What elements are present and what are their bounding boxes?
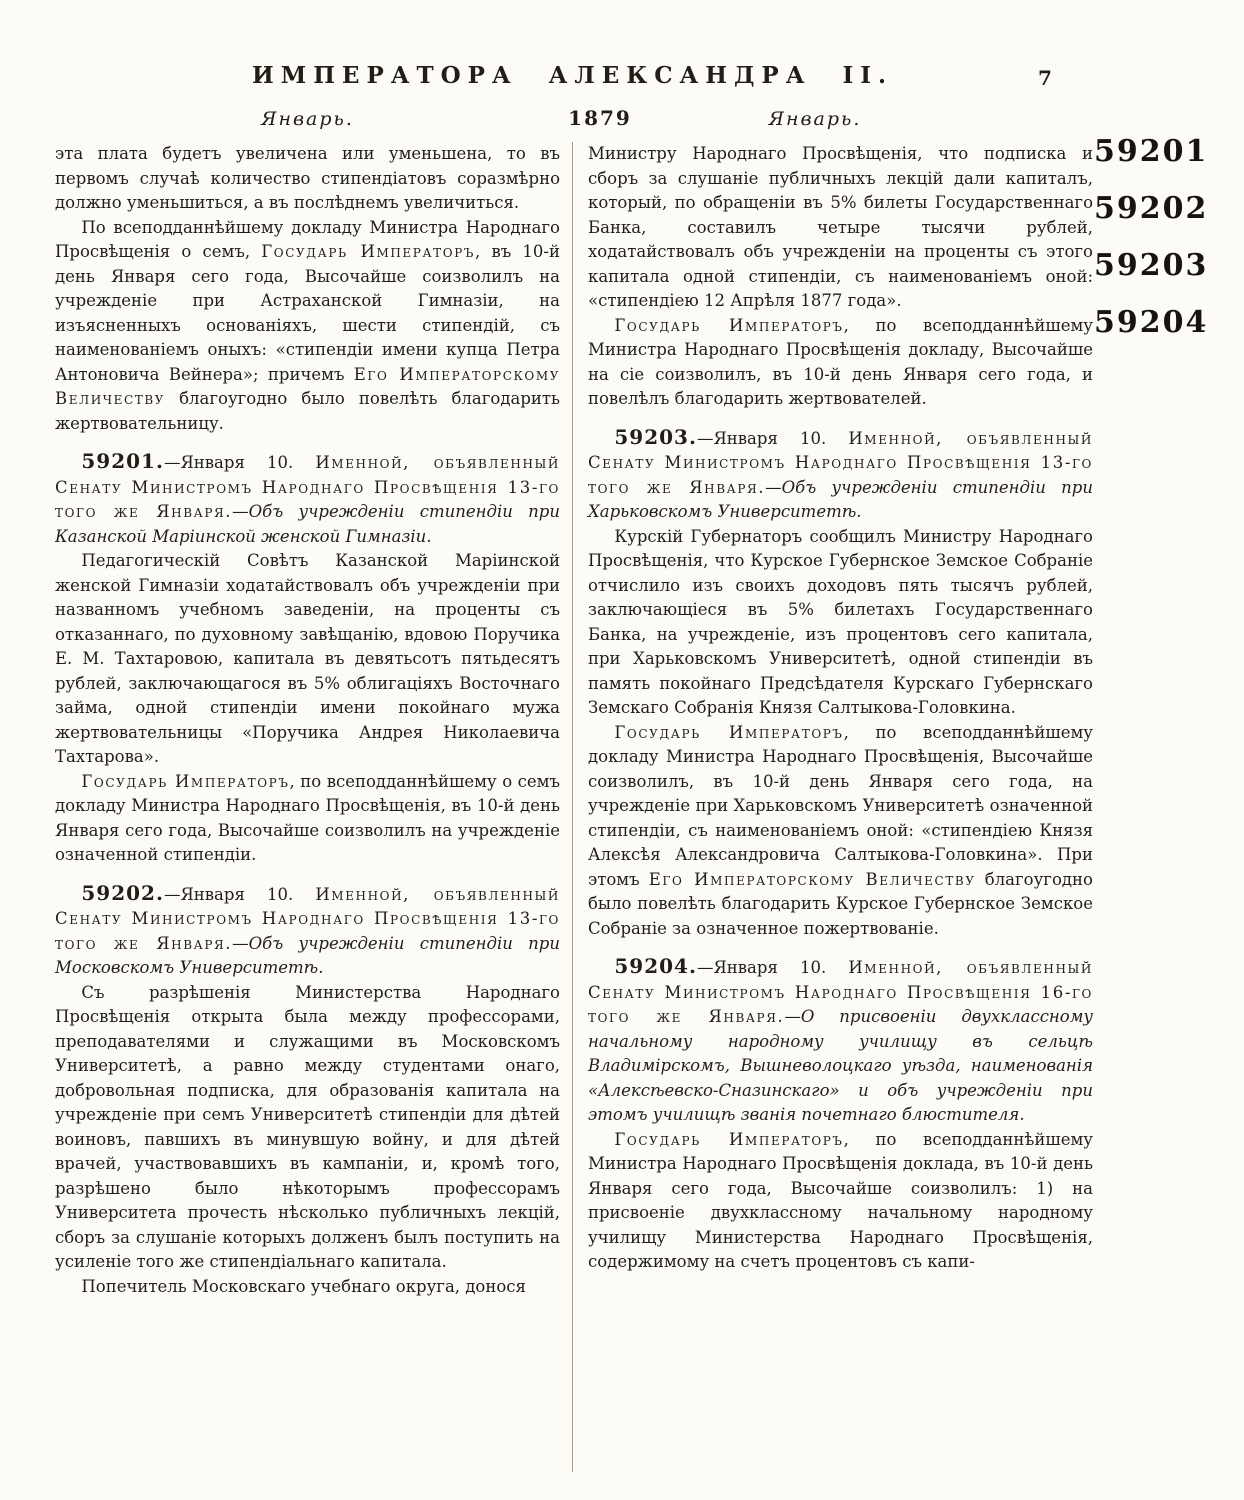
- text-run: Государь Императоръ: [81, 771, 290, 791]
- act-heading: [55, 449, 560, 549]
- text-run: —Января 10.: [696, 958, 849, 977]
- text-run: , въ 10-й день Января сего года, Высочайше соизволилъ на учрежденіе при Астраханской Гимназіи, на изъясненныхъ основаніяхъ, шести стипендій, съ наименованіемъ оныхъ: «стипендіи имени купца Петра Антоновича Вейнера»; причемъ: [55, 242, 560, 384]
- act-number: 59202.: [81, 880, 164, 905]
- paragraph: [588, 142, 1093, 314]
- paragraph: [588, 1128, 1093, 1275]
- text-run: Объ учрежденіи стипендіи при Казанской Маріинской женской Гимназіи.: [55, 502, 560, 546]
- column-divider: [572, 142, 573, 1472]
- margin-act-number: 59203: [1094, 248, 1209, 283]
- paragraph: [55, 1275, 560, 1300]
- act-number: 59201.: [81, 449, 164, 473]
- text-run: —: [784, 1007, 801, 1026]
- paragraph: [55, 216, 560, 437]
- text-run: По всеподданнѣйшему докладу Министра Народнаго Просвѣщенія о семъ,: [55, 217, 560, 261]
- paragraph: [55, 142, 560, 216]
- text-run: Объ учрежденіи стипендіи при Московскомъ Университетѣ.: [55, 933, 560, 977]
- text-run: Государь Императоръ: [614, 315, 844, 335]
- act-heading: [588, 425, 1093, 525]
- text-run: Его Императорскому Величеству: [55, 364, 560, 408]
- text-run: Именной, объявленный Сенату Министромъ Народнаго Просвѣщенія 13-го того же Января.: [55, 453, 560, 521]
- text-run: Именной, объявленный Сенату Министромъ Народнаго Просвѣщенія 13-го того же Января.: [55, 884, 560, 953]
- text-run: Объ учрежденіи стипендіи при Харьковскомъ Университетѣ.: [588, 477, 1093, 521]
- text-run: Его Императорскому Величеству: [648, 869, 976, 889]
- margin-act-number: 59202: [1094, 191, 1209, 226]
- running-head-month-left: Январь.: [261, 108, 354, 130]
- text-run: —Января 10.: [163, 884, 316, 904]
- text-run: , по всеподданнѣйшему Министра Народнаго Просвѣщенія доклада, въ 10-й день Января сего года, Высочайше соизволилъ: 1) на присвоеніе двухклассному начальному народному училищу Министерства Народнаго Просвѣщенія, содержимому на счетъ процентовъ съ капи-: [588, 1129, 1094, 1271]
- right-column: [588, 142, 1093, 1275]
- text-run: Именной, объявленный Сенату Министромъ Народнаго Просвѣщенія 16-го того же Января.: [588, 958, 1093, 1026]
- left-column: [55, 142, 560, 1299]
- running-head-month-right: Январь.: [768, 108, 862, 130]
- text-run: Государь Императоръ: [614, 1129, 844, 1149]
- text-run: О присвоеніи двухклассному начальному народному училищу въ сельцѣ Владимірскомъ, Вышневолоцкаго уѣзда, наименованія «Алексѣевско-Сназинскаго» и объ учрежденіи при этомъ училищѣ званія почетнаго блюстителя.: [588, 1007, 1093, 1124]
- page-number: 7: [1038, 66, 1052, 90]
- paragraph: [55, 549, 560, 770]
- text-run: Министру Народнаго Просвѣщенія, что подписка и сборъ за слушаніе публичныхъ лекцій дали капиталъ, который, по обращеніи въ 5% билеты Государственнаго Банка, составилъ четыре тысячи рублей, ходатайствовалъ объ учрежденіи на проценты съ этого капитала одной стипендіи, съ наименованіемъ оной: «стипендіею 12 Апрѣля 1877 года».: [588, 144, 1093, 310]
- text-run: Курскій Губернаторъ сообщилъ Министру Народнаго Просвѣщенія, что Курское Губернское Земское Собраніе отчислило изъ своихъ доходовъ пять тысячъ рублей, заключающіеся въ 5% билетахъ Государственнаго Банка, на учрежденіе, изъ процентовъ сего капитала, при Харьковскомъ Университетѣ, одной стипендіи въ память покойнаго Предсѣдателя Курскаго Губернскаго Земскаго Собранія Князя Салтыкова-Головкина.: [588, 526, 1093, 717]
- paragraph: [588, 721, 1093, 942]
- text-run: , по всеподданнѣйшему докладу Министра Народнаго Просвѣщенія, Высочайше соизволилъ, въ 10-й день Января сего года, на учрежденіе при Харьковскомъ Университетѣ означенной стипендіи, съ наименованіемъ оной: «стипендіею Князя Алексѣя Александровича Салтыкова-Головкина». При этомъ: [588, 722, 1094, 889]
- act-number: 59203.: [614, 424, 697, 449]
- text-run: , по всеподданнѣйшему Министра Народнаго Просвѣщенія докладу, Высочайше на сіе соизволилъ, въ 10-й день Января сего года, и повелѣлъ благодарить жертвователей.: [588, 315, 1094, 408]
- act-heading: [55, 881, 560, 981]
- margin-numbers: [1094, 134, 1239, 362]
- text-run: , по всеподданнѣйшему о семъ докладу Министра Народнаго Просвѣщенія, въ 10-й день Января сего года, Высочайше соизволилъ на учрежденіе означенной стипендіи.: [55, 771, 560, 864]
- text-run: —Января 10.: [163, 453, 316, 472]
- text-run: Попечитель Московскаго учебнаго округа, донося: [81, 1276, 526, 1296]
- text-run: Педагогическій Совѣтъ Казанской Маріинской женской Гимназіи ходатайствовалъ объ учрежденіи при названномъ учебномъ заведеніи, на проценты съ отказаннаго, по духовному завѣщанію, вдовою Поручика Е. М. Тахтаровою, капитала въ девятьсотъ пятьдесятъ рублей, заключающагося въ 5% облигаціяхъ Восточнаго займа, одной стипендіи имени покойнаго мужа жертвовательницы «Поручика Андрея Николаевича Тахтарова».: [55, 551, 560, 766]
- margin-act-number: 59204: [1094, 305, 1209, 340]
- paragraph: [588, 525, 1093, 721]
- text-run: —Января 10.: [696, 428, 849, 448]
- text-run: Государь Императоръ: [261, 242, 475, 261]
- text-run: эта плата будетъ увеличена или уменьшена, то въ первомъ случаѣ количество стипендіатовъ соразмѣрно должно уменьшиться, а въ послѣднемъ увеличиться.: [55, 144, 560, 212]
- margin-act-number: 59201: [1094, 134, 1209, 169]
- text-run: Государь Императоръ: [614, 722, 844, 742]
- paragraph: [55, 770, 560, 868]
- paragraph: [55, 981, 560, 1275]
- page-title: ИМПЕРАТОРА АЛЕКСАНДРА II.: [252, 62, 893, 89]
- running-head-year: 1879: [568, 106, 632, 130]
- paragraph: [588, 314, 1093, 412]
- text-run: —: [232, 933, 249, 953]
- text-run: Именной, объявленный Сенату Министромъ Народнаго Просвѣщенія 13-го того же Января.: [588, 428, 1093, 497]
- text-run: благоугодно было повелѣть благодарить жертвовательницу.: [55, 389, 560, 433]
- text-run: благоугодно было повелѣть благодарить Курское Губернское Земское Собраніе за означенное пожертвованіе.: [588, 869, 1093, 938]
- text-run: Съ разрѣшенія Министерства Народнаго Просвѣщенія открыта была между профессорами, преподавателями и служащими въ Московскомъ Университетѣ, а равно между студентами онаго, добровольная подписка, для образованія капитала на учрежденіе при семъ Университетѣ стипендіи для дѣтей воиновъ, павшихъ въ минувшую войну, и для дѣтей врачей, участвовавшихъ въ кампаніи, и, кромѣ того, разрѣшено было нѣкоторымъ профессорамъ Университета прочесть нѣсколько публичныхъ лекцій, сборъ за слушаніе которыхъ долженъ былъ поступить на усиленіе того же стипендіальнаго капитала.: [55, 982, 560, 1271]
- text-run: —: [232, 502, 249, 521]
- act-number: 59204.: [614, 954, 697, 978]
- act-heading: [588, 954, 1093, 1128]
- text-run: —: [765, 477, 782, 497]
